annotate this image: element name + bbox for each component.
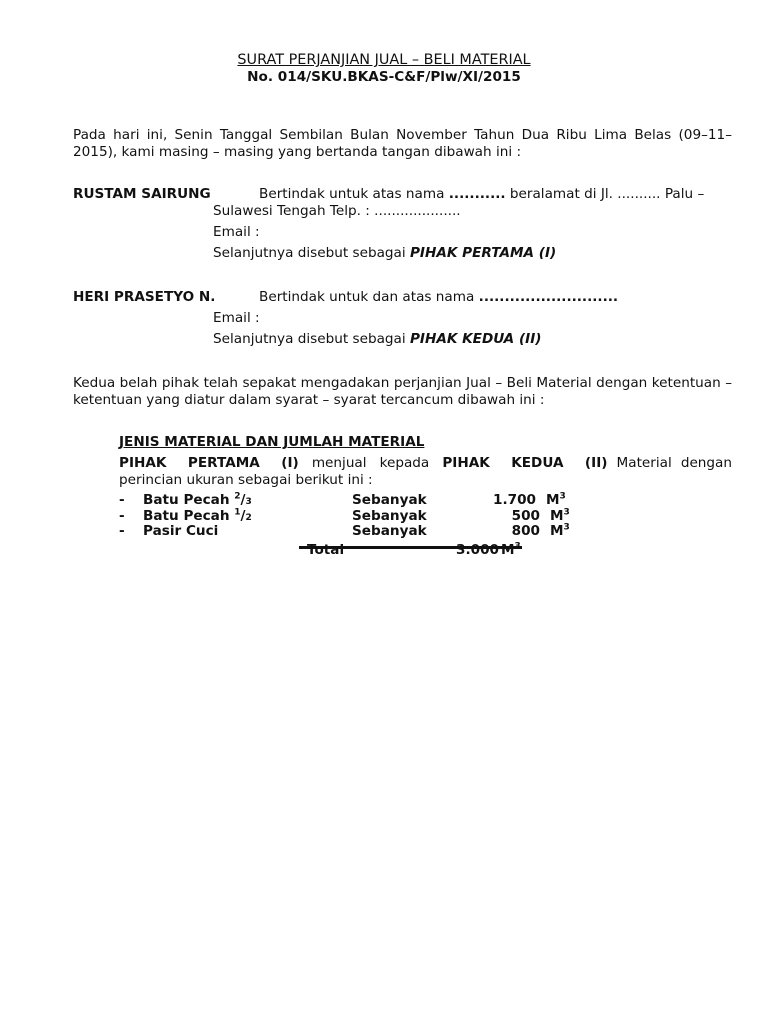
total-unit-sup: 3 xyxy=(514,541,521,552)
section-heading: JENIS MATERIAL DAN JUMLAH MATERIAL xyxy=(119,434,425,450)
section-party1: PIHAK PERTAMA (I) xyxy=(119,455,299,471)
section-mid-text: menjual kepada xyxy=(298,455,443,471)
item-unit-sup: 3 xyxy=(563,507,570,518)
section-party2: PIHAK KEDUA (II) xyxy=(442,455,608,471)
item-quantity: 1.700 xyxy=(493,492,536,508)
total-label: Total xyxy=(307,542,345,558)
intro-paragraph: Pada hari ini, Senin Tanggal Sembilan Bulan November Tahun Dua Ribu Lima Belas (09–11–2015), kami masing – masing yang bertanda tangan dibawah ini : xyxy=(73,127,732,160)
party1-designation xyxy=(213,245,556,261)
party1-address-text: beralamat di Jl. .......... Palu – xyxy=(505,186,705,202)
party2-designation-label: PIHAK KEDUA (II) xyxy=(409,331,542,347)
item-bullet: - xyxy=(119,508,125,524)
party2-designation-prefix: Selanjutnya disebut sebagai xyxy=(213,331,410,347)
section-end-text: Material dengan perincian ukuran sebagai berikut ini : xyxy=(119,455,732,488)
total-unit xyxy=(501,542,521,558)
section-paragraph xyxy=(119,455,732,489)
party2-line1-text: Bertindak untuk dan atas nama xyxy=(259,289,479,305)
item-name: Pasir Cuci xyxy=(143,523,219,539)
item-unit-text: M xyxy=(550,523,564,539)
item-bullet: - xyxy=(119,492,125,508)
party1-line2: Sulawesi Tengah Telp. : .................... xyxy=(213,203,461,219)
item-unit-text: M xyxy=(550,508,564,524)
item-label: Sebanyak xyxy=(352,508,427,524)
item-unit-sup: 3 xyxy=(563,522,570,533)
item-fraction-numerator: 2 xyxy=(234,491,241,502)
party1-name: RUSTAM SAIRUNG xyxy=(73,186,211,202)
party2-designation xyxy=(213,331,541,347)
party1-line1 xyxy=(259,186,732,202)
item-quantity: 500 xyxy=(511,508,540,524)
party1-line1-text: Bertindak untuk atas nama xyxy=(259,186,449,202)
item-label: Sebanyak xyxy=(352,523,427,539)
item-fraction-denominator: 3 xyxy=(245,497,252,507)
item-bullet: - xyxy=(119,523,125,539)
item-name: Batu Pecah $^2$/3 xyxy=(143,491,252,508)
item-name-text: Batu Pecah xyxy=(143,492,235,508)
party1-name-placeholder: ........... xyxy=(448,186,506,202)
party2-name: HERI PRASETYO N. xyxy=(73,289,216,305)
document-number: No. 014/SKU.BKAS-C&F/Plw/XI/2015 xyxy=(247,69,521,85)
item-unit-sup: 3 xyxy=(559,491,566,502)
item-label: Sebanyak xyxy=(352,492,427,508)
item-fraction-numerator: 1 xyxy=(234,507,241,518)
item-name: Batu Pecah $^1$/2 xyxy=(143,507,252,524)
party1-designation-prefix: Selanjutnya disebut sebagai xyxy=(213,245,410,261)
agreement-paragraph: Kedua belah pihak telah sepakat mengadakan perjanjian Jual – Beli Material dengan ketentuan – ketentuan yang diatur dalam syarat – syarat tercancum dibawah ini : xyxy=(73,375,732,408)
document-title: SURAT PERJANJIAN JUAL – BELI MATERIAL xyxy=(237,52,531,68)
item-unit xyxy=(550,523,570,539)
total-unit-text: M xyxy=(501,542,515,558)
item-unit xyxy=(546,492,566,508)
total-quantity: 3.000 xyxy=(456,542,499,558)
item-fraction-denominator: 2 xyxy=(245,513,252,523)
item-name-text: Batu Pecah xyxy=(143,508,235,524)
party2-email: Email : xyxy=(213,310,260,326)
item-quantity: 800 xyxy=(511,523,540,539)
party1-email: Email : xyxy=(213,224,260,240)
party2-name-placeholder: ........................... xyxy=(478,289,619,305)
item-unit-text: M xyxy=(546,492,560,508)
party1-designation-label: PIHAK PERTAMA (I) xyxy=(409,245,557,261)
total-row xyxy=(299,541,539,558)
party2-line1 xyxy=(259,289,618,305)
